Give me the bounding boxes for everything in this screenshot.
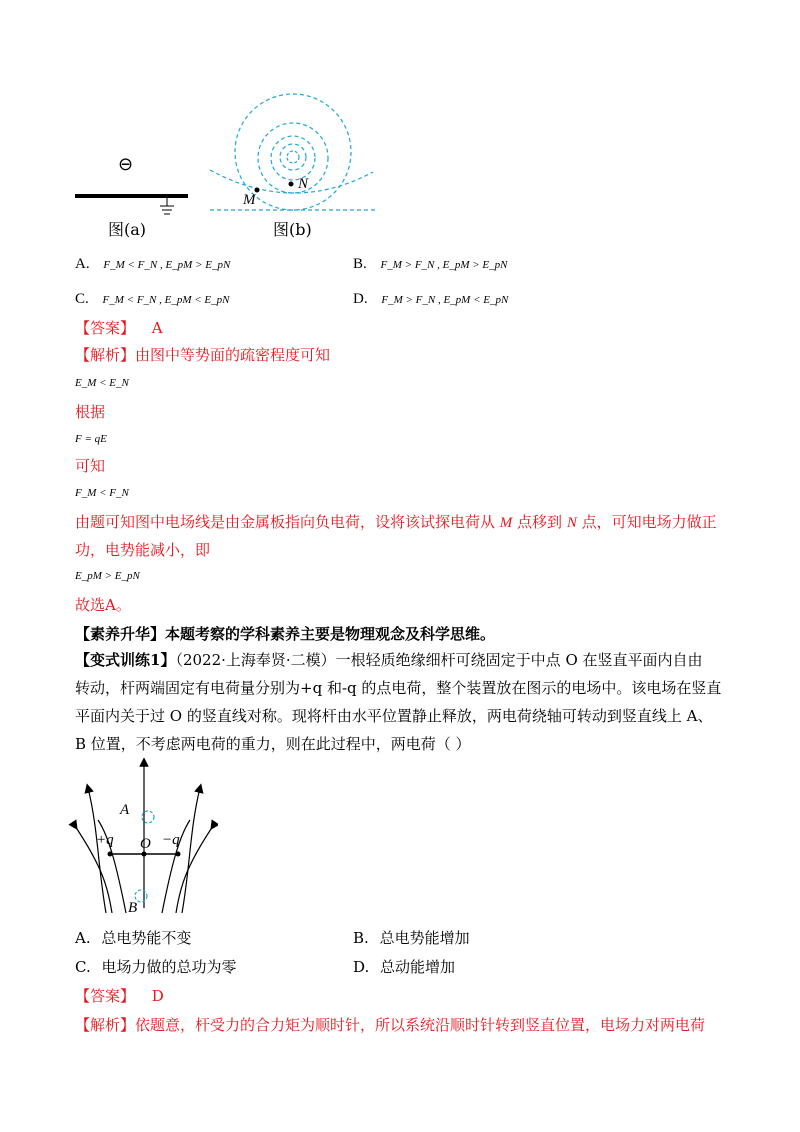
know-text: 可知 [75, 457, 106, 475]
q1-option-d[interactable] [353, 289, 508, 309]
field-line [176, 826, 213, 913]
conclusion-text: 故选A。 [75, 596, 131, 614]
option-letter: A. [75, 929, 91, 947]
point-m-label: M [243, 192, 256, 208]
point-n-label: N [298, 176, 309, 192]
analysis-text: 依题意，杆受力的合力矩为顺时针，所以系统沿顺时针转到竖直位置，电场力对两电荷 [135, 1016, 706, 1034]
figure-b [205, 90, 380, 250]
metal-plate-diagram [70, 188, 200, 220]
literacy-note: 【素养升华】本题考察的学科素养主要是物理观念及科学思维。 [75, 625, 496, 643]
answer-value: D [151, 987, 164, 1005]
explanation-line-2: 功，电势能减小，即 [75, 541, 211, 559]
q2-label: 【变式训练1】 [75, 651, 176, 669]
explanation-text: 点，可知电场力做正 [576, 513, 717, 531]
option-text: 总电势能不变 [101, 929, 192, 947]
explanation-text: 由题可知图中电场线是由金属板指向负电荷，设将该试探电荷从 [75, 513, 500, 531]
q2-text: 一根轻质绝缘细杆可绕固定于中点 O 在竖直平面内自由 [335, 651, 703, 669]
q2-analysis [75, 1015, 705, 1035]
q2-stem-line-3: 平面内关于过 O 的竖直线对称。现将杆由水平位置静止释放，两电荷绕轴可转动到竖直线上 A、 [75, 707, 713, 725]
q1-option-c[interactable] [75, 289, 230, 309]
q1-option-a[interactable] [75, 254, 230, 274]
option-expression: F_M < F_N , E_pM < E_pN [102, 294, 230, 306]
q2-stem-line-4: B 位置，不考虑两电荷的重力，则在此过程中，两电荷（ ） [75, 735, 471, 753]
equation-4: E_pM > E_pN [75, 570, 140, 582]
option-letter: B. [353, 256, 367, 272]
equipotential-circle [280, 144, 306, 170]
option-expression: F_M > F_N , E_pM < E_pN [381, 294, 509, 306]
q2-option-a[interactable] [75, 928, 191, 948]
figure-b-caption: 图(b) [273, 220, 312, 239]
equation-3: F_M < F_N [75, 487, 129, 499]
option-letter: B. [353, 929, 369, 947]
option-expression: F_M < F_N , E_pM > E_pN [103, 259, 231, 271]
equation-2: F = qE [75, 433, 107, 445]
q2-option-c[interactable] [75, 957, 237, 977]
option-letter: C. [75, 958, 91, 976]
label-b: B [128, 900, 138, 916]
q2-stem-line-2: 转动，杆两端固定有电荷量分别为+q 和-q 的点电荷，整个装置放在图示的电场中。该电场在竖直 [75, 679, 722, 697]
q1-answer [75, 318, 163, 338]
figure-a [70, 150, 200, 245]
label-minus-q: −q [162, 832, 180, 848]
option-letter: D. [353, 291, 368, 307]
point-n-ref: N [566, 515, 577, 531]
negative-charge-symbol: ⊖ [118, 154, 134, 175]
option-letter: D. [353, 958, 370, 976]
q1-analysis [75, 345, 330, 365]
label-o: O [140, 836, 151, 852]
explanation-line-1 [75, 512, 717, 533]
q1-option-b[interactable] [353, 254, 508, 274]
q2-figure [68, 758, 218, 920]
plus-q-dot [108, 852, 113, 857]
equation-1: E_M < E_N [75, 377, 129, 389]
option-expression: F_M > F_N , E_pM > E_pN [380, 259, 508, 271]
equipotential-circle [287, 151, 299, 163]
explanation-text: 点移到 [512, 513, 567, 531]
label-a: A [120, 802, 130, 818]
q2-stem-line-1 [75, 650, 703, 670]
analysis-label: 【解析】 [75, 346, 136, 364]
q2-answer [75, 986, 164, 1006]
basis-text: 根据 [75, 403, 106, 421]
equipotential-diagram [205, 90, 380, 220]
equipotential-circle [271, 136, 315, 180]
option-text: 总电势能增加 [379, 929, 470, 947]
equipotential-curve [210, 170, 373, 193]
answer-label: 【答案】 [75, 987, 136, 1005]
answer-value: A [151, 319, 163, 337]
label-plus-q: +q [96, 832, 114, 848]
point-m-ref: M [499, 515, 513, 531]
q2-option-d[interactable] [353, 957, 455, 977]
q2-source: （2022·上海奉贤·二模） [175, 651, 336, 669]
option-letter: C. [75, 291, 89, 307]
option-text: 总动能增加 [380, 958, 456, 976]
answer-label: 【答案】 [75, 319, 136, 337]
point-n-dot [289, 182, 294, 187]
option-letter: A. [75, 256, 90, 272]
q2-option-b[interactable] [353, 928, 470, 948]
analysis-label: 【解析】 [75, 1016, 136, 1034]
analysis-text: 由图中等势面的疏密程度可知 [135, 346, 331, 364]
figure-a-caption: 图(a) [108, 220, 147, 239]
minus-q-dot [176, 852, 181, 857]
option-text: 电场力做的总功为零 [101, 958, 237, 976]
